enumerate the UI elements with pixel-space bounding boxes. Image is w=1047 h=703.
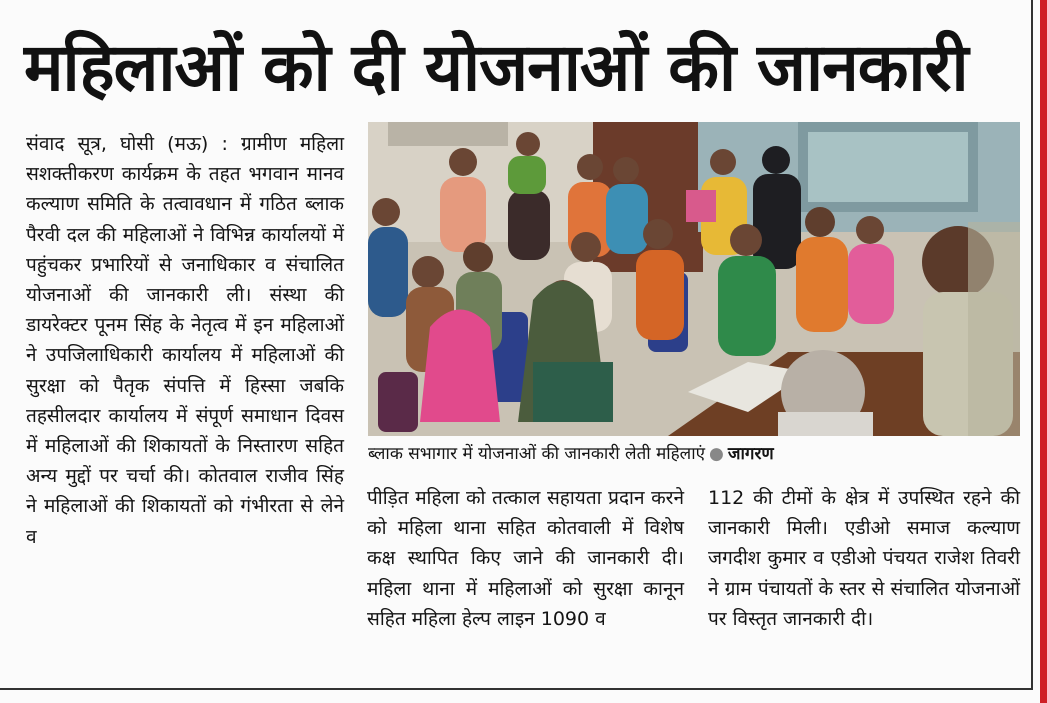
bullet-icon: ● [709,444,724,464]
clipping-border-right [1031,0,1033,690]
page-edge-red-bar [1040,0,1047,703]
headline: महिलाओं को दी योजनाओं की जानकारी [24,29,968,106]
column-1-text: संवाद सूत्र, घोसी (मऊ) : ग्रामीण महिला सशक्तीकरण कार्यक्रम के तहत भगवान मानव कल्याण समिति के तत्वावधान में गठित ब्लाक पैरवी दल की महिलाओं ने विभिन्न कार्यालयों में पहुंचकर प्रभारियों से जनाधिकार व संचालित योजनाओं की जानकारी ली। संस्था की डायरेक्टर पूनम सिंह के नेतृत्व में इन महिलाओं ने उपजिलाधिकारी कार्यालय में महिलाओं की सुरक्षा को पैतृक संपत्ति में हिस्सा जबकि तहसीलदार कार्यालय में संपूर्ण समाधान दिवस में महिलाओं की शिकायतों के निस्तारण सहित अन्य मुद्दों पर चर्चा की। कोतवाल राजीव सिंह ने महिलाओं की शिकायतों को गंभीरता से लेने व [26,133,344,548]
column-2-text: पीड़ित महिला को तत्काल सहायता प्रदान करने को महिला थाना सहित कोतवाली में विशेष कक्ष स्थापित किए जाने की जानकारी दी। महिला थाना में महिलाओं को सुरक्षा कानून सहित महिला हेल्प लाइन 1090 व [367,487,684,630]
photo-credit: जागरण [727,444,774,464]
news-photo [368,122,1020,436]
article-column-2 [367,483,684,634]
article-column-1 [26,129,344,552]
photo-caption [368,441,1020,467]
clipping-border-bottom [0,688,1033,690]
caption-text: ब्लाक सभागार में योजनाओं की जानकारी लेती महिलाएं [368,444,706,464]
article-column-3 [708,483,1020,634]
column-3-text: 112 की टीमों के क्षेत्र में उपस्थित रहने की जानकारी मिली। एडीओ समाज कल्याण जगदीश कुमार व एडीओ पंचयत राजेश तिवरी ने ग्राम पंचायतों के स्तर से संचालित योजनाओं पर विस्तृत जानकारी दी। [708,487,1020,630]
meeting-photo-illustration [368,122,1020,436]
